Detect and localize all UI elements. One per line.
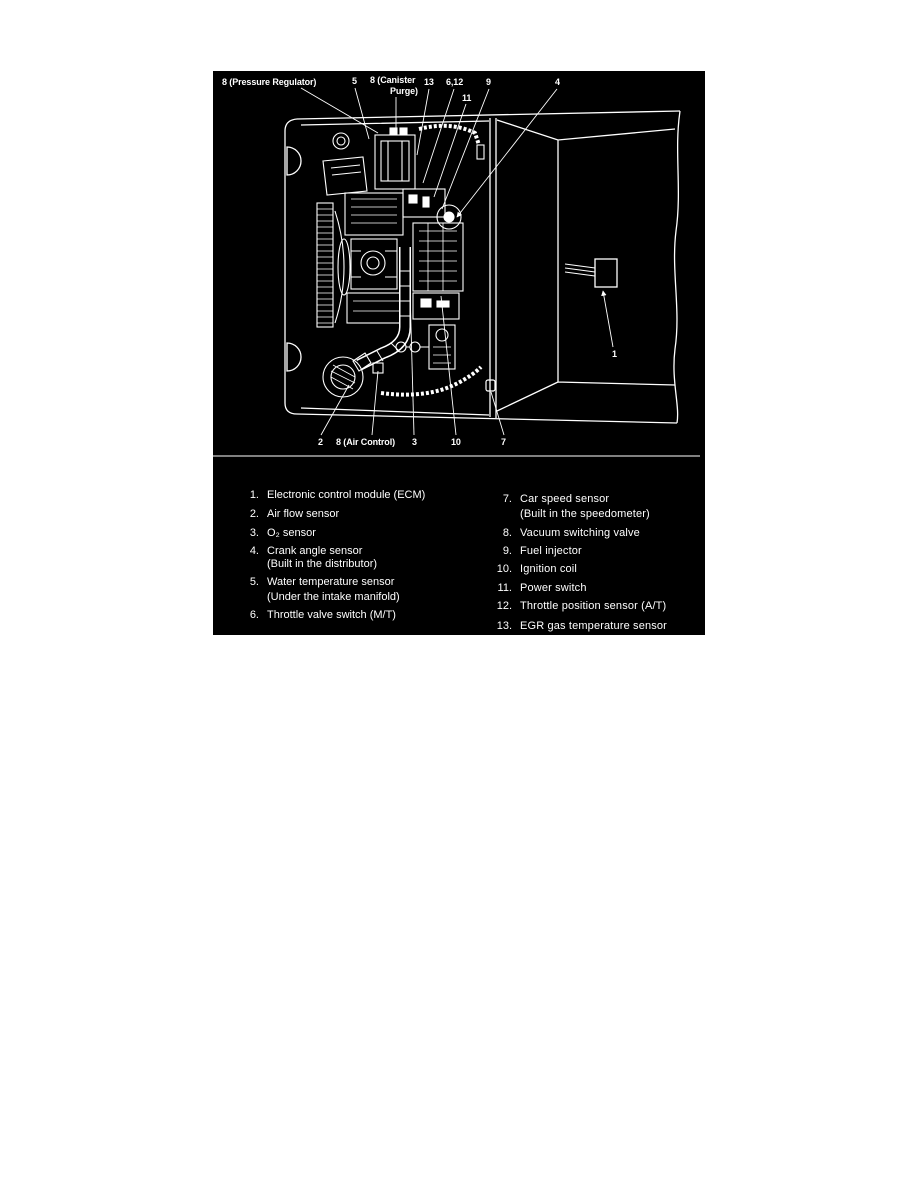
- ecm-harness: [565, 264, 595, 276]
- ecm-unit: [565, 259, 617, 287]
- body-top-edge: [297, 111, 680, 119]
- legend-item-note: (Built in the distributor): [267, 558, 378, 570]
- legend-item-number: 13.: [496, 620, 512, 632]
- body-inner-edge: [301, 121, 489, 415]
- callout-air-control: 8 (Air Control): [336, 437, 395, 447]
- callout-ecm: 1: [612, 349, 617, 359]
- legend-item-label: Ignition coil: [520, 563, 577, 575]
- callout-throttle-switches: 6,12: [446, 77, 464, 87]
- headlamp-lower: [287, 343, 301, 371]
- callout-canister-purge-line1: 8 (Canister: [370, 75, 416, 85]
- dashboard-outline: [497, 120, 675, 411]
- fan-shroud: [335, 211, 344, 323]
- legend-item-label: Electronic control module (ECM): [267, 489, 426, 501]
- component-location-figure: [213, 71, 705, 635]
- vacuum-hose: [419, 126, 479, 145]
- legend-item-label: Car speed sensor: [520, 493, 610, 505]
- legend-item-label: Water temperature sensor: [267, 576, 395, 588]
- leader-power-switch: [434, 104, 466, 197]
- legend-item-number: 12.: [496, 600, 512, 612]
- body-torn-edge: [674, 111, 680, 423]
- leader-speed-sensor: [491, 392, 504, 435]
- radiator: [317, 203, 333, 327]
- legend-item-note: (Built in the speedometer): [520, 508, 650, 520]
- leader-ecm: [603, 291, 613, 347]
- legend-item-label: Vacuum switching valve: [520, 527, 640, 539]
- legend-item-number: 7.: [502, 493, 512, 505]
- leader-crank-angle: [457, 89, 557, 217]
- hose-connector: [477, 145, 484, 159]
- legend-item-number: 2.: [249, 508, 259, 520]
- legend-item-number: 5.: [249, 576, 259, 588]
- legend-item-note: (Under the intake manifold): [267, 591, 400, 603]
- legend-item-number: 6.: [249, 609, 259, 621]
- leader-throttle-switches: [423, 89, 454, 183]
- reservoir-cap: [333, 133, 349, 149]
- legend-item-label: EGR gas temperature sensor: [520, 620, 667, 632]
- callout-speed-sensor: 7: [501, 437, 506, 447]
- callout-pressure-regulator: 8 (Pressure Regulator): [222, 77, 317, 87]
- legend-item-number: 10.: [496, 563, 512, 575]
- callout-power-switch: 11: [462, 93, 472, 103]
- legend-item-number: 11.: [497, 582, 512, 594]
- legend-item-label: O₂ sensor: [267, 527, 316, 539]
- callout-o2-sensor: 3: [412, 437, 417, 447]
- leader-air-control: [372, 371, 378, 435]
- legend-item-label: Crank angle sensor: [267, 545, 363, 557]
- legend-item-number: 8.: [502, 527, 512, 539]
- leader-water-temp: [355, 88, 369, 139]
- canister-purge-valve: [390, 128, 397, 134]
- callout-air-flow: 2: [318, 437, 323, 447]
- legend-item-number: 3.: [249, 527, 259, 539]
- air-cleaner-box: [323, 157, 367, 195]
- callout-egr-temp: 13: [424, 77, 434, 87]
- leader-fuel-injector: [442, 89, 489, 209]
- callout-canister-purge-line2: Purge): [390, 86, 418, 96]
- legend-item-label: Throttle valve switch (M/T): [267, 609, 396, 621]
- legend-item-label: Air flow sensor: [267, 508, 340, 520]
- legend-item-number: 1.: [249, 489, 259, 501]
- legend-item-number: 4.: [249, 545, 259, 557]
- fuel-hose: [381, 367, 481, 395]
- throttle-body: [361, 251, 385, 275]
- callout-water-temp: 5: [352, 76, 357, 86]
- headlamp-upper: [287, 147, 301, 175]
- callout-ignition-coil: 10: [451, 437, 461, 447]
- callout-fuel-injector: 9: [486, 77, 491, 87]
- legend-item-label: Fuel injector: [520, 545, 582, 557]
- leader-ignition-coil: [441, 296, 456, 435]
- leader-pressure-regulator: [301, 88, 378, 133]
- legend-item-number: 9.: [502, 545, 512, 557]
- legend-item-label: Throttle position sensor (A/T): [520, 600, 667, 612]
- firewall: [490, 118, 496, 418]
- callout-crank-angle: 4: [555, 77, 560, 87]
- legend-item-label: Power switch: [520, 582, 587, 594]
